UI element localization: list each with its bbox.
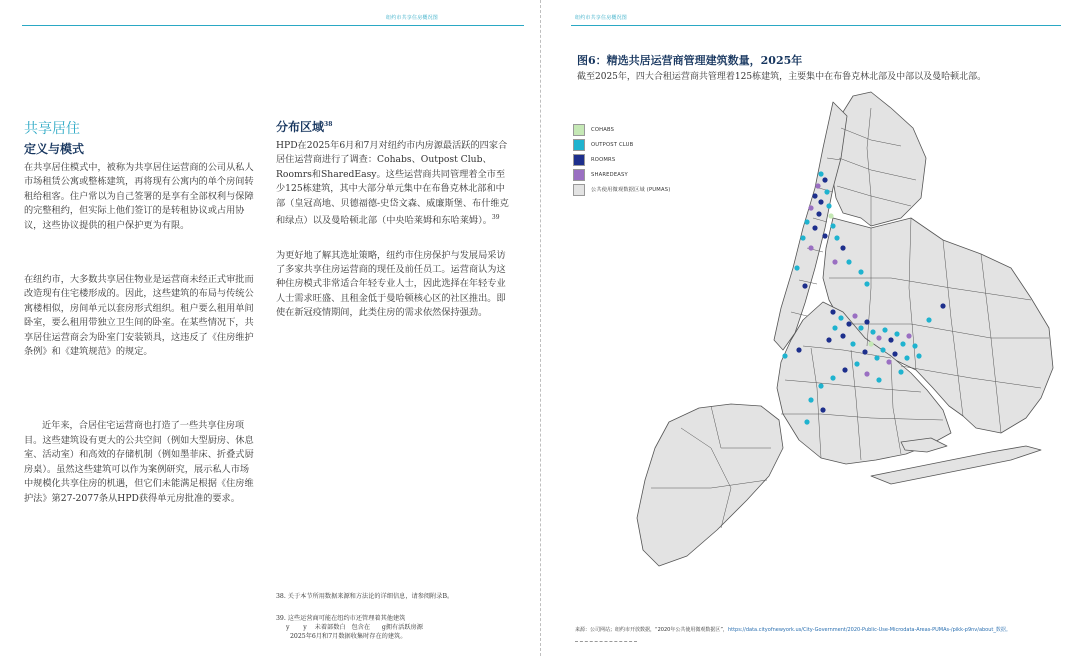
- legend-item-pumas: [573, 182, 670, 197]
- legend-swatch-roomrs: [573, 154, 585, 166]
- figure-subtitle: 截至2025年，四大合租运营商共管理着125栋建筑，主要集中在布鲁克林北部及中部以及曼哈顿北部。: [577, 72, 987, 82]
- source-rule: [575, 641, 637, 642]
- footnote-ref-39[interactable]: 39: [491, 214, 500, 222]
- legend-swatch-sharedeasy: [573, 169, 585, 181]
- section-title: 共享居住: [24, 121, 80, 137]
- figure-title: [577, 52, 802, 68]
- map-region-staten-island: [637, 404, 783, 566]
- figure-label: 图6：: [577, 54, 607, 67]
- paragraph-1: 在共享居住模式中，被称为共享居住运营商的公司从私人市场租赁公寓或整栋建筑，再将现有公寓内的单个房间转租给租客。住户常以为自己签署的是享有全部权利与保障的完整租约，但实际上他们签订的是转租协议或占用协议，这些协议提供的租户保护更为有限。: [24, 162, 254, 231]
- legend-swatch-outpost: [573, 139, 585, 151]
- legend-item-sharedeasy: [573, 167, 670, 182]
- figure-source: [575, 626, 1011, 633]
- legend-swatch-cohabs: [573, 124, 585, 136]
- legend-label-sharedeasy: SHAREDEASY: [591, 171, 628, 178]
- legend-item-outpost: [573, 137, 670, 152]
- legend-item-roomrs: [573, 152, 670, 167]
- footnote-39-line-2: y y 未着部数白 包含在 g拥有活跃房源: [286, 624, 423, 631]
- paragraph-5: 为更好地了解其选址策略，纽约市住房保护与发展局采访了多家共享住房运营商的现任及前任员工。运营商认为这种住房模式非常适合年轻专业人士，因此选择在年轻专业人士需求旺盛、且租金低于曼哈顿核心区的社区推出。即使在新冠疫情期间，此类住房的需求依然保持强劲。: [276, 249, 506, 319]
- legend-label-outpost: OUTPOST CLUB: [591, 141, 634, 148]
- subhead-definition: 定义与模式: [24, 142, 85, 156]
- source-text: 公司网站；纽约市开放数据，“2020年公共使用微观数据区”，: [590, 627, 728, 633]
- source-link[interactable]: https://data.cityofnewyork.us/City-Government/2020-Public-Use-Microdata-Areas-PUMAs-/pikk-p9nv/about_数据。: [727, 627, 1011, 633]
- running-head: 纽约市共享住房概况图: [386, 15, 439, 21]
- map-legend: [573, 122, 670, 197]
- legend-item-cohabs: [573, 122, 670, 137]
- header-rule: [22, 25, 524, 26]
- source-label: 来源：: [575, 627, 591, 633]
- running-head-right: 纽约市共享住房概况图: [575, 15, 628, 21]
- left-column: [24, 118, 254, 506]
- footnote-38: 38. 关于本节所用数据来源和方法论的详细信息，请参阅附录B。: [276, 593, 454, 600]
- paragraph-3: 近年来，合居住宅运营商也打造了一些共享住房项目。这些建筑设有更大的公共空间（例如大型厨房、休息室、活动室）和高效的存储机制（例如墨菲床、折叠式厨房桌）。虽然这些建筑可以作为案例研究，展示私人市场中规模化共享住房的机遇，但它们未能满足根据《住房维护法》第27-2077条从HPD获得单元房批准的要求。: [24, 420, 254, 504]
- legend-swatch-pumas: [573, 184, 585, 196]
- legend-label-pumas: 公共使用微观数据区域 (PUMAS): [591, 187, 671, 193]
- header-rule-right: [571, 25, 1061, 26]
- right-column: [276, 118, 512, 321]
- right-page: [541, 0, 1080, 656]
- legend-label-cohabs: COHABS: [591, 126, 615, 133]
- paragraph-2: 在纽约市，大多数共享居住物业是运营商未经正式审批而改造现有住宅楼形成的。因此，这些建筑的布局与传统公寓楼相似，房间单元以套房形式组织。租户要么租用单间卧室，要么租用带独立卫生间的卧室。在某些情况下，共享居住运营商会为卧室门安装锁具，这违反了《住房维护条例》和《建筑规范》的规定。: [24, 274, 254, 358]
- subhead-distribution-text: 分布区域: [276, 120, 325, 134]
- paragraph-4: [276, 139, 512, 229]
- legend-label-roomrs: ROOMRS: [591, 156, 616, 163]
- subhead-distribution: [276, 118, 512, 135]
- footnote-39-line-3: 2025年6月和7月数据收集时存在的建筑。: [290, 633, 407, 640]
- figure-title-text: 精选共居运营商管理建筑数量，2025年: [606, 54, 803, 67]
- footnote-ref-38[interactable]: 38: [324, 121, 333, 128]
- paragraph-4-text: HPD在2025年6月和7月对纽约市内房源最活跃的四家合居住运营商进行了调查：Cohabs、Outpost Club、Roomrs和SharedEasy。这些运营商共同管理着全市至少125栋建筑，其中大部分单元集中在布鲁克林北部和中部（皇冠高地、贝德福德-史岱文森、威廉斯堡、布什维克和绿点）以及曼哈顿北部（中央哈莱姆和东哈莱姆）。: [276, 140, 509, 227]
- footnote-39-line-1: 39. 这些运营商可能在纽约市还管理着其他建筑: [276, 615, 406, 622]
